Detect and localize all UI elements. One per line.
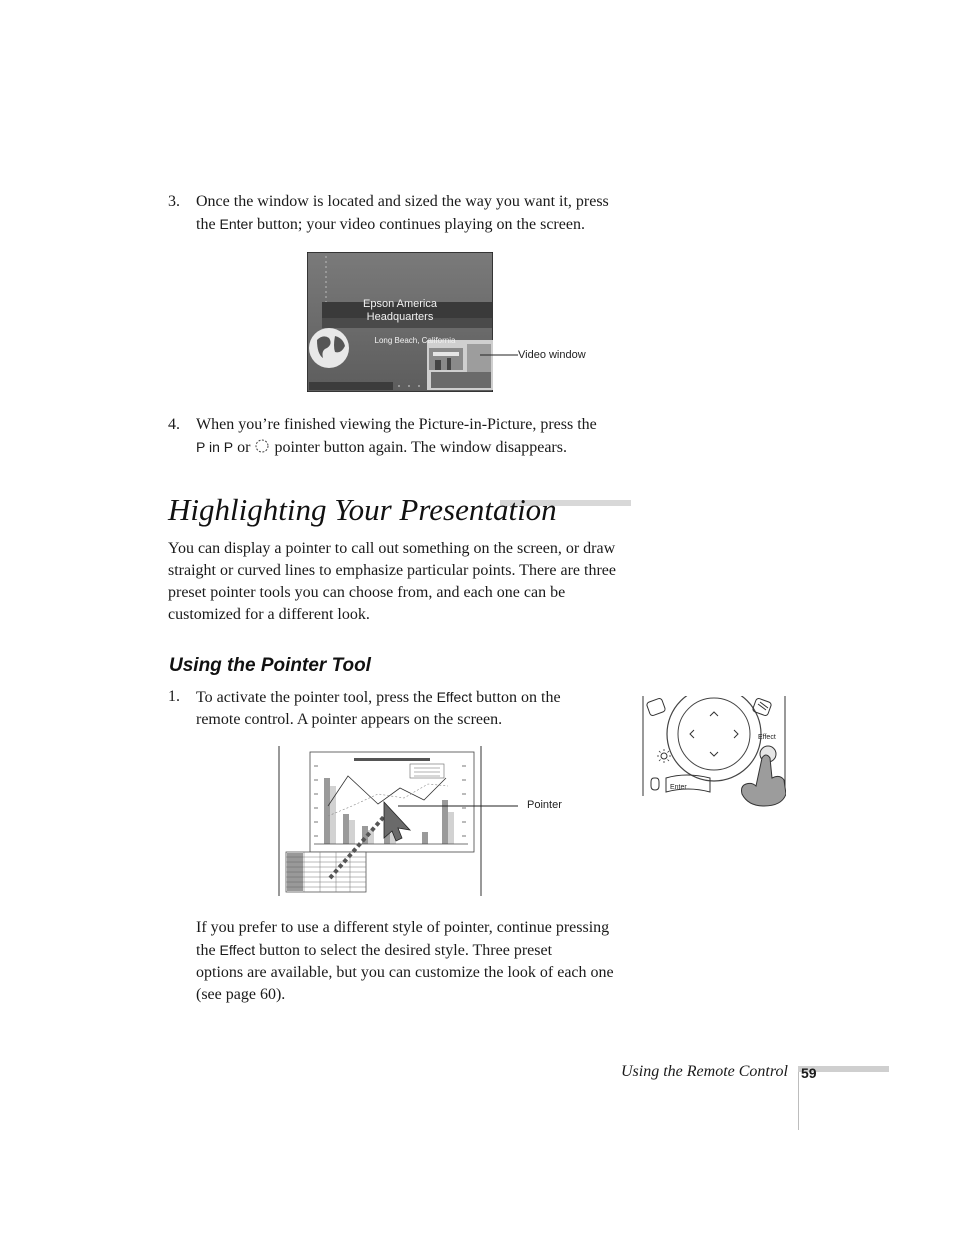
step-1-line-2: remote control. A pointer appears on the screen. <box>196 711 503 728</box>
slide-subtitle: Long Beach, California <box>374 336 456 345</box>
pointer-button-icon <box>254 438 270 454</box>
step-4-line-2: P in P or pointer button again. The window disappears. <box>196 439 567 456</box>
enter-label: Enter <box>670 784 687 791</box>
effect-button-name: Effect <box>436 689 473 705</box>
pointer-screenshot <box>278 746 482 896</box>
step-number: 3. <box>168 193 180 210</box>
footer-vertical-rule <box>798 1072 799 1130</box>
remote-control-illustration <box>642 696 786 808</box>
pointer-callout-line <box>462 803 522 809</box>
slide-title-line-2: Headquarters <box>366 311 434 323</box>
followup-line-3: options are available, but you can customize the look of each one <box>196 964 614 981</box>
pinp-button-name: P in P <box>196 439 234 455</box>
intro-line: preset pointer tools you can choose from, and each one can be <box>168 584 566 601</box>
effect-label: Effect <box>758 734 776 741</box>
video-window-callout-line <box>480 350 520 360</box>
step-3 <box>168 191 638 236</box>
footer-title: Using the Remote Control <box>621 1063 788 1080</box>
pointer-chart-image <box>278 746 482 896</box>
pip-screenshot <box>307 252 493 392</box>
intro-line: customized for a different look. <box>168 606 370 623</box>
effect-button-name: Effect <box>219 942 256 958</box>
followup-line-2: the Effect button to select the desired style. Three preset <box>196 942 553 959</box>
enter-button-name: Enter <box>219 216 254 232</box>
step-3-line-2: the Enter button; your video continues playing on the screen. <box>196 216 585 233</box>
step-3-line-1: Once the window is located and sized the way you want it, press <box>196 193 609 210</box>
followup-paragraph <box>196 917 636 1006</box>
intro-paragraph <box>168 538 638 626</box>
subsection-heading: Using the Pointer Tool <box>169 655 371 676</box>
step-number: 1. <box>168 688 180 705</box>
step-1 <box>168 686 618 731</box>
page-number: 59 <box>801 1065 817 1081</box>
intro-line: You can display a pointer to call out something on the screen, or draw <box>168 540 616 557</box>
followup-line-4: (see page 60). <box>196 986 286 1003</box>
section-heading: Highlighting Your Presentation <box>168 492 557 527</box>
step-number: 4. <box>168 416 180 433</box>
remote-control-drawing <box>642 696 786 808</box>
slide-title-line-1: Epson America <box>363 298 437 310</box>
followup-line-1: If you prefer to use a different style of pointer, continue pressing <box>196 919 610 936</box>
pointer-callout: Pointer <box>527 799 562 811</box>
intro-line: straight or curved lines to emphasize particular points. There are three <box>168 562 616 579</box>
step-1-line-1: To activate the pointer tool, press the Effect button on the <box>196 689 561 706</box>
step-4 <box>168 414 638 459</box>
step-4-line-1: When you’re finished viewing the Picture-in-Picture, press the <box>196 416 597 433</box>
video-window-callout: Video window <box>518 349 586 361</box>
